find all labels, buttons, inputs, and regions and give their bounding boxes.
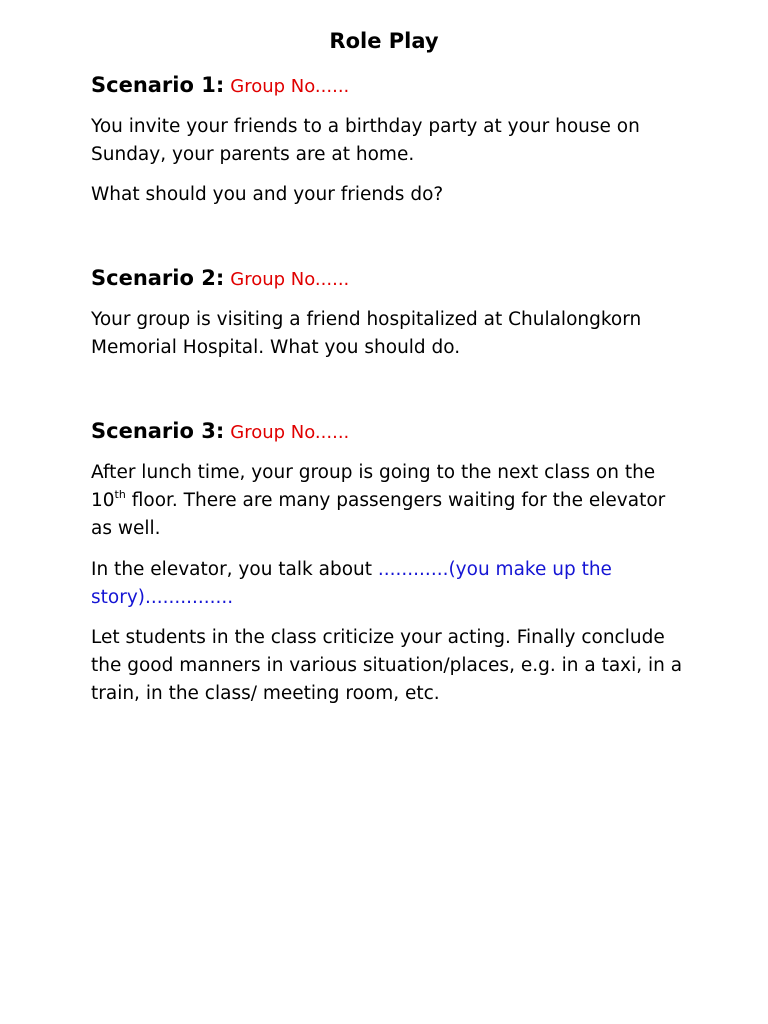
scenario-1-group-label: Group No......	[230, 76, 350, 97]
elevator-prompt-text: In the elevator, you talk about	[91, 559, 378, 580]
scenario-3-description-text-continued: floor. There are many passengers waiting for the elevator as well.	[91, 490, 666, 539]
scenario-1-heading	[91, 71, 349, 101]
scenario-2-label: Scenario 2:	[91, 266, 225, 290]
scenario-3-label: Scenario 3:	[91, 419, 225, 443]
scenario-2-description: Your group is visiting a friend hospitalized at Chulalongkorn Memorial Hospital. What you should do.	[91, 309, 642, 358]
story-placeholder: ............(you make up the story)...............	[91, 559, 612, 608]
scenario-1-question: What should you and your friends do?	[91, 184, 444, 205]
scenario-3-heading	[91, 417, 349, 447]
scenario-1-label: Scenario 1:	[91, 73, 225, 97]
scenario-3-description	[91, 459, 691, 543]
page-title: Role Play	[329, 29, 439, 53]
scenario-2-group-label: Group No......	[230, 269, 350, 290]
scenario-2-heading	[91, 264, 349, 294]
scenario-3-instructions: Let students in the class criticize your acting. Finally conclude the good manners in various situation/places, e.g. in a taxi, in a train, in the class/ meeting room, etc.	[91, 627, 683, 704]
scenario-3-elevator-prompt	[91, 556, 691, 612]
scenario-1-description: You invite your friends to a birthday party at your house on Sunday, your parents are at home.	[91, 116, 640, 165]
ordinal-suffix: th	[114, 488, 126, 501]
scenario-3-description-text: After lunch time, your group is going to the next class on the 10	[91, 462, 656, 511]
scenario-3-group-label: Group No......	[230, 422, 350, 443]
